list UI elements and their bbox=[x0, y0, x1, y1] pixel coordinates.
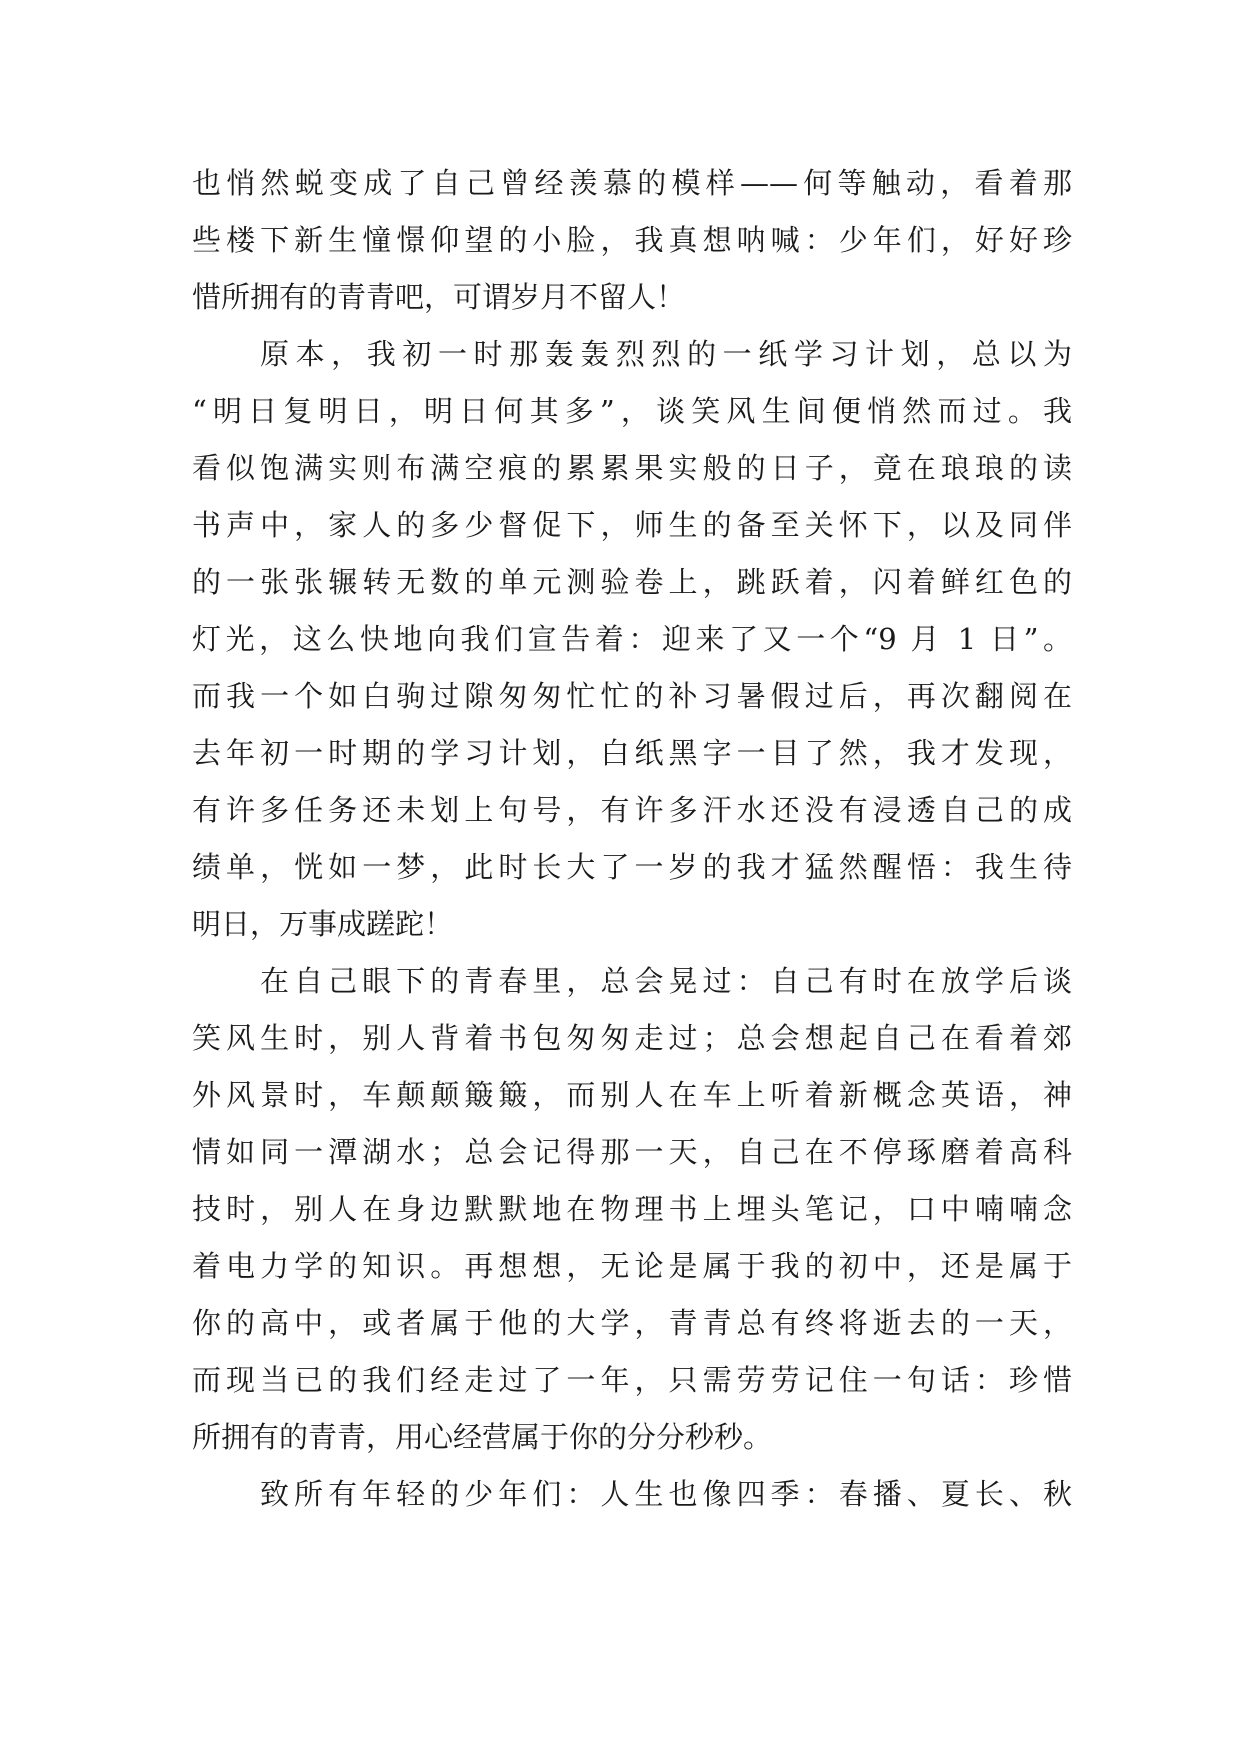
text-line: 情如同一潭湖水；总会记得那一天，自己在不停琢磨着高科 bbox=[192, 1135, 1072, 1169]
text-line: 而我一个如白驹过隙匆匆忙忙的补习暑假过后，再次翻阅在 bbox=[192, 679, 1072, 713]
text-line: 也悄然蜕变成了自己曾经羡慕的模样——何等触动，看着那 bbox=[192, 166, 1072, 200]
text-line: 技时，别人在身边默默地在物理书上埋头笔记，口中喃喃念 bbox=[192, 1192, 1072, 1226]
text-line: 你的高中，或者属于他的大学，青青总有终将逝去的一天， bbox=[192, 1306, 1072, 1340]
text-line: 的一张张辗转无数的单元测验卷上，跳跃着，闪着鲜红色的 bbox=[192, 565, 1072, 599]
text-line: 些楼下新生憧憬仰望的小脸，我真想呐喊：少年们，好好珍 bbox=[192, 223, 1072, 257]
text-line: 笑风生时，别人背着书包匆匆走过；总会想起自己在看着郊 bbox=[192, 1021, 1072, 1055]
text-line: 看似饱满实则布满空痕的累累果实般的日子，竟在琅琅的读 bbox=[192, 451, 1072, 485]
text-line: 去年初一时期的学习计划，白纸黑字一目了然，我才发现， bbox=[192, 736, 1072, 770]
body-text bbox=[192, 155, 1072, 1523]
text-line: 而现当已的我们经走过了一年，只需劳劳记住一句话：珍惜 bbox=[192, 1363, 1072, 1397]
text-line: “明日复明日，明日何其多”，谈笑风生间便悄然而过。我 bbox=[192, 394, 1072, 428]
text-line: 外风景时，车颠颠簸簸，而别人在车上听着新概念英语，神 bbox=[192, 1078, 1072, 1112]
text-line: 有许多任务还未划上句号，有许多汗水还没有浸透自己的成 bbox=[192, 793, 1072, 827]
text-line: 灯光，这么快地向我们宣告着：迎来了又一个“9 月 1 日”。 bbox=[192, 622, 1072, 656]
text-line: 在自己眼下的青春里，总会晃过：自己有时在放学后谈 bbox=[260, 964, 1072, 998]
text-line: 所拥有的青青，用心经营属于你的分分秒秒。 bbox=[192, 1420, 773, 1454]
text-line: 书声中，家人的多少督促下，师生的备至关怀下，以及同伴 bbox=[192, 508, 1072, 542]
text-line: 致所有年轻的少年们：人生也像四季：春播、夏长、秋 bbox=[260, 1477, 1072, 1511]
text-line: 绩单，恍如一梦，此时长大了一岁的我才猛然醒悟：我生待 bbox=[192, 850, 1072, 884]
text-line: 惜所拥有的青青吧，可谓岁月不留人！ bbox=[192, 280, 686, 314]
text-line: 原本，我初一时那轰轰烈烈的一纸学习计划，总以为 bbox=[260, 337, 1072, 371]
text-line: 着电力学的知识。再想想，无论是属于我的初中，还是属于 bbox=[192, 1249, 1072, 1283]
text-line: 明日，万事成蹉跎！ bbox=[192, 907, 454, 941]
